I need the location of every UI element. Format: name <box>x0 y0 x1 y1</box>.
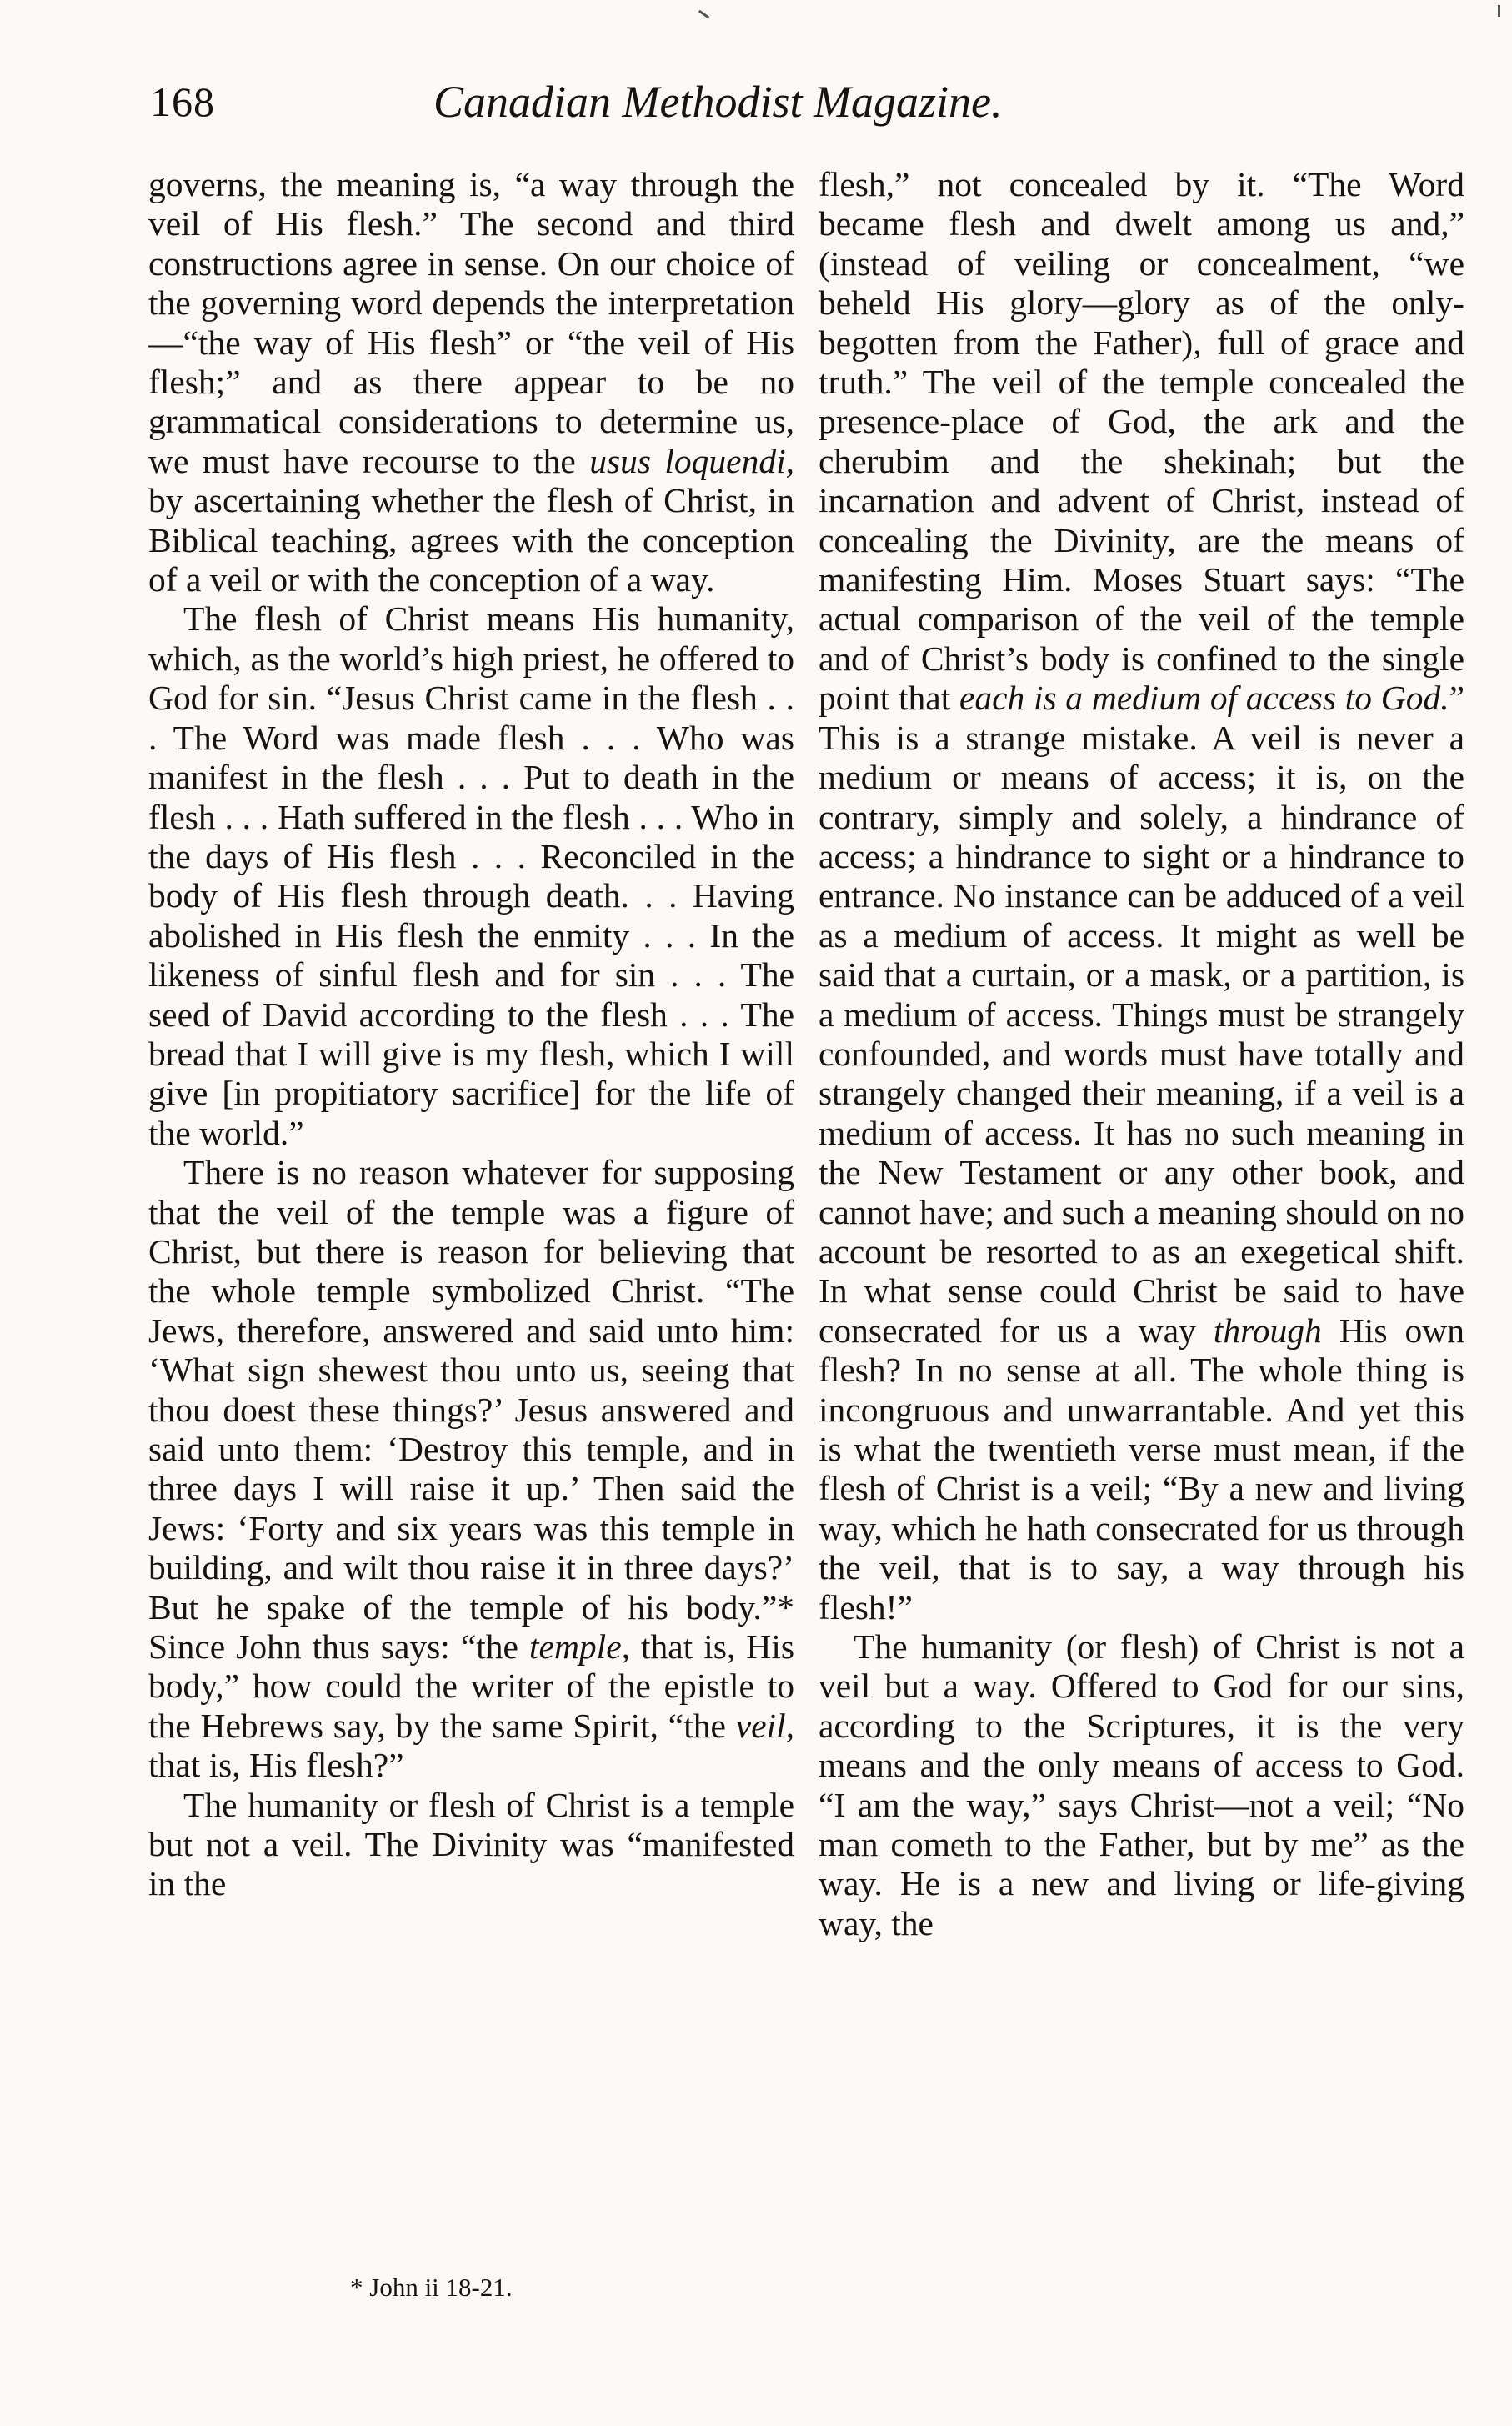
page-number: 168 <box>150 78 215 125</box>
running-header <box>150 68 1450 135</box>
paragraph-text: flesh,” not concealed by it. “The Word became flesh and dwelt among us and,” (instead of veiling or concealment, “we beheld His glory—glory as of the only-begotten from the Father), full of grace and truth.” The veil of the temple concealed the presence-place of God, the ark and the cherubim and the shekinah; but the incarnation and advent of Christ, instead of concealing the Divinity, are the means of manifesting Him. Moses Stuart says: “The actual comparison of the veil of the temple and of Christ’s body is confined to the single point that <box>819 165 1464 718</box>
paragraph: The humanity or flesh of Christ is a temple but not a veil. The Divinity was “manifested in the <box>148 1785 794 1903</box>
paragraph: The humanity (or flesh) of Christ is not a veil but a way. Offered to God for our sins, according to the Scriptures, it is the very means and the only means of access to God. “I am the way,” says Christ—not a veil; “No man cometh to the Father, but by me” as the way. He is a new and living or life-giving way, the <box>819 1627 1464 1942</box>
italic-text: temple, <box>529 1627 630 1667</box>
paragraph-text: His own flesh? In no sense at all. The whole thing is incongruous and unwarrantable. And yet this is what the twentieth verse must mean, if the flesh of Christ is a veil; “By a new and living way, which he hath consecrated for us through the veil, that is to say, a way through his flesh!” <box>819 1311 1464 1627</box>
paragraph-text: ” This is a strange mistake. A veil is never a medium or means of access; it is, on the contrary, simply and solely, a hindrance of access; a hindrance to sight or a hindrance to entrance. No instance can be adduced of a veil as a medium of access. It might as well be said that a curtain, or a mask, or a partition, is a medium of access. Things must be strangely confounded, and words must have totally and strangely changed their meaning, if a veil is a medium of access. It has no such meaning in the New Testament or any other book, and cannot have; and such a meaning should on no account be resorted to as an exegetical shift. In what sense could Christ be said to have consecrated for us a way <box>819 679 1465 1350</box>
italic-text: usus loquendi, <box>589 441 794 480</box>
paragraph-text: governs, the meaning is, “a way through the veil of His flesh.” The second and third constructions agree in sense. On our choice of the governing word depends the interpretation—“the way of His flesh” or “the veil of His flesh;” and as there appear to be no grammatical considerations to determine us, we must have recourse to the <box>148 165 794 480</box>
scan-mark <box>1498 5 1500 17</box>
paragraph-text: that is, His body,” how could the writer of the epistle to the Hebrews say, by the same Spirit, “the <box>148 1627 794 1745</box>
paragraph-text: There is no reason whatever for supposing that the veil of the temple was a figure of Christ, but there is reason for believing that the whole temple symbolized Christ. “The Jews, therefore, answered and said unto him: ‘What sign shewest thou unto us, seeing that thou doest these things?’ Jesus answered and said unto them: ‘Destroy this temple, and in three days I will raise it up.’ Then said the Jews: ‘Forty and six years was this temple in building, and wilt thou raise it in three days?’ But he spake of the temple of his body.”* Since John thus says: “the <box>148 1153 794 1667</box>
paragraph-text: that is, His flesh?” <box>148 1746 404 1785</box>
right-column <box>819 165 1464 1943</box>
paragraph <box>819 165 1464 1627</box>
italic-text: veil, <box>735 1706 794 1745</box>
scan-mark <box>698 10 709 18</box>
italic-text: through <box>1213 1311 1322 1350</box>
italic-text: each is a medium of access to God. <box>959 679 1449 718</box>
footnote: * John ii 18-21. <box>350 2273 513 2302</box>
paragraph <box>148 165 794 599</box>
paragraph: The flesh of Christ means His humanity, which, as the world’s high priest, he offered to God for sin. “Jesus Christ came in the flesh . . . The Word was made flesh . . . Who was manifest in the flesh . . . Put to death in the flesh . . . Hath suffered in the flesh . . . Who in the days of His flesh . . . Reconciled in the body of His flesh through death. . . Having abolished in His flesh the enmity . . . In the likeness of sinful flesh and for sin . . . The seed of David according to the flesh . . . The bread that I will give is my flesh, which I will give [in propitiatory sacrifice] for the life of the world.” <box>148 599 794 1152</box>
paragraph-text: by ascertaining whether the flesh of Christ, in Biblical teaching, agrees with the conception of a veil or with the conception of a way. <box>148 481 794 599</box>
left-column <box>148 165 794 1904</box>
paragraph <box>148 1153 794 1786</box>
running-title: Canadian Methodist Magazine. <box>433 77 1003 127</box>
